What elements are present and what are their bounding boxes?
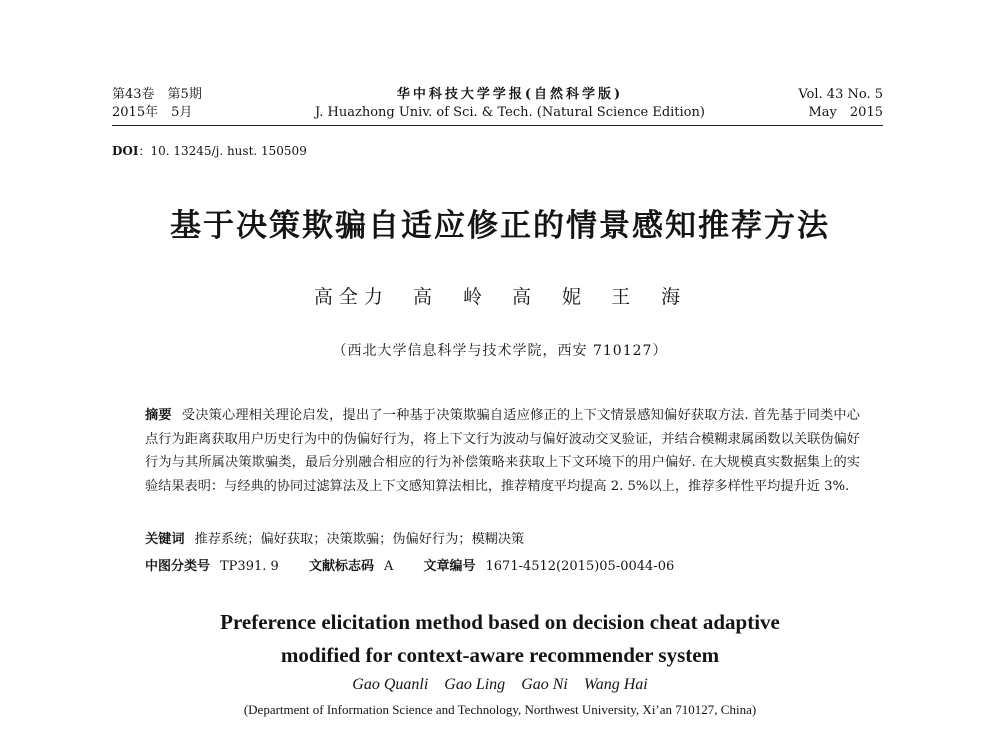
- doi: [112, 142, 307, 159]
- volume-issue-cn: 第43卷 第5期: [112, 87, 202, 102]
- paper-title-cn: 基于决策欺骗自适应修正的情景感知推荐方法: [170, 208, 830, 244]
- journal-name-cn: 华中科技大学学报(自然科学版): [396, 87, 624, 102]
- author-cn: 高 岭: [412, 286, 488, 308]
- clc-number: [145, 559, 279, 574]
- clc-value: TP391. 9: [220, 559, 279, 574]
- doc-code-label: 文献标志码: [308, 559, 374, 574]
- author-en: Wang Hai: [583, 676, 648, 693]
- author-cn: 王 海: [611, 286, 687, 308]
- article-number-label: 文章编号: [423, 559, 476, 574]
- author-en: Gao Ling: [444, 676, 506, 693]
- author-cn: 高 妮: [512, 286, 588, 308]
- author-cn: 高全力: [313, 286, 389, 308]
- year-month-cn: 2015年 5月: [112, 105, 193, 120]
- affiliation-cn: （西北大学信息科学与技术学院，西安 710127）: [332, 343, 668, 359]
- article-number: [423, 559, 674, 574]
- author-en: Gao Ni: [521, 676, 568, 693]
- article-number-value: 1671-4512(2015)05-0044-06: [485, 559, 675, 574]
- paper-title-en: [0, 606, 1000, 672]
- classification-info: [145, 555, 700, 574]
- authors-cn: [0, 282, 1000, 309]
- document-code: [309, 559, 393, 574]
- keywords-text: 推荐系统；偏好获取；决策欺骗；伪偏好行为；模糊决策: [194, 532, 525, 547]
- doi-label: DOI: [112, 144, 139, 158]
- volume-number-en: Vol. 43 No. 5: [798, 87, 883, 102]
- doc-code-value: A: [383, 559, 394, 574]
- clc-label: 中图分类号: [145, 559, 211, 574]
- journal-name: [300, 86, 720, 122]
- date-en: May 2015: [808, 105, 883, 120]
- abstract-label: 摘要: [145, 408, 172, 423]
- journal-volume-en: [798, 86, 883, 122]
- keywords-cn: [145, 528, 524, 547]
- authors-en: [0, 676, 1000, 694]
- doi-value: ：10. 13245/j. hust. 150509: [138, 144, 307, 158]
- title-en-line-1: Preference elicitation method based on decision cheat adaptive: [220, 610, 780, 634]
- abstract-cn: [145, 404, 860, 498]
- affiliation-en: (Department of Information Science and Technology, Northwest University, Xi’an 710127, China): [243, 702, 757, 717]
- journal-name-en: J. Huazhong Univ. of Sci. & Tech. (Natural Science Edition): [315, 105, 705, 120]
- header-rule: [112, 125, 883, 126]
- journal-volume-issue: [112, 86, 202, 122]
- title-en-line-2: modified for context-aware recommender system: [280, 643, 720, 667]
- author-en: Gao Quanli: [352, 676, 429, 693]
- keywords-label: 关键词: [145, 532, 185, 547]
- abstract-text: 受决策心理相关理论启发，提出了一种基于决策欺骗自适应修正的上下文情景感知偏好获取方法. 首先基于同类中心点行为距离获取用户历史行为中的伪偏好行为，将上下文行为波动与偏好波动交叉验证，并结合模糊隶属函数以关联伪偏好行为与其所属决策欺骗类，最后分别融合相应的行为补偿策略来获取上下文环境下的用户偏好. 在大规模真实数据集上的实验结果表明：与经典的协同过滤算法及上下文感知算法相比，推荐精度平均提高 2. 5%以上，推荐多样性平均提升近 3%.: [145, 408, 860, 494]
